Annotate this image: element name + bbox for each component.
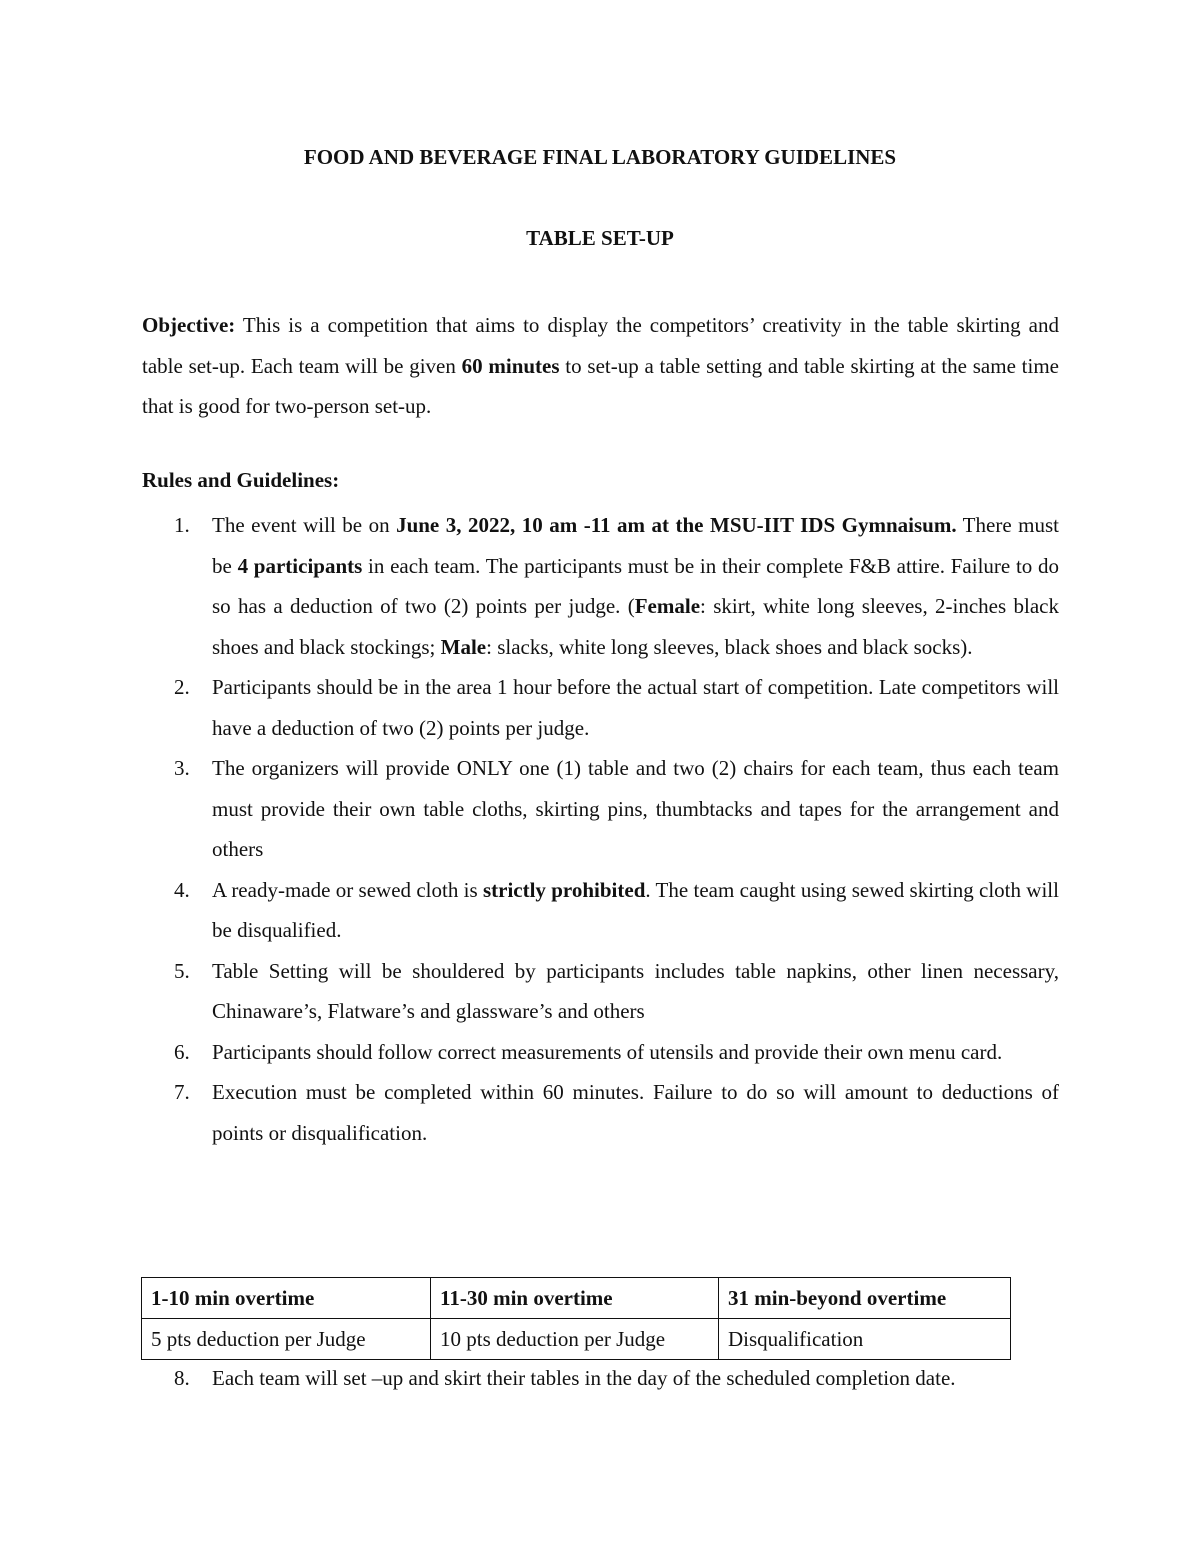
rule-item-1 <box>142 505 1059 667</box>
participant-count: 4 participants <box>237 553 363 578</box>
table-cell: 10 pts deduction per Judge <box>431 1319 719 1360</box>
female-label: Female <box>634 594 701 618</box>
male-label: Male <box>440 634 487 659</box>
rule-text: . The team caught using sewed skirting cloth will be disqualified. <box>212 877 1059 942</box>
rule-item-5 <box>142 951 1059 1032</box>
rule-item-4 <box>142 870 1059 951</box>
rule-text: : skirt, white long sleeves, 2-inches black shoes and black stockings; <box>212 594 1059 659</box>
event-date-venue: June 3, 2022, 10 am -11 am at the MSU-IIT IDS Gymnaisum. <box>396 513 957 537</box>
rules-list <box>142 505 1059 1153</box>
rule-text: : slacks, white long sleeves, black shoes and black socks). <box>486 634 973 659</box>
rule-text: Each team will set –up and skirt their tables in the day of the scheduled completion date. <box>212 1366 956 1390</box>
objective-label: Objective: <box>142 313 236 337</box>
rule-text: Execution must be completed within 60 minutes. Failure to do so will amount to deductions of points or disqualification. <box>212 1080 1059 1145</box>
rule-text: There must be <box>212 513 1059 578</box>
overtime-deduction-table <box>141 1277 1011 1360</box>
rule-number: 5. <box>174 958 190 983</box>
rule-text: A ready-made or sewed cloth is <box>212 877 483 902</box>
prohibited-emphasis: strictly prohibited <box>482 877 646 902</box>
rule-item-2 <box>142 667 1059 748</box>
objective-duration: 60 minutes <box>461 353 560 378</box>
objective-text-2: to set-up a table setting and table skirting at the same time that is good for two-person set-up. <box>142 353 1059 418</box>
table-header-cell: 1-10 min overtime <box>142 1278 431 1319</box>
rule-number: 2. <box>174 675 190 699</box>
objective-paragraph <box>142 305 1059 427</box>
objective-text-1: This is a competition that aims to display the competitors’ creativity in the table skirting and table set-up. Each team will be given <box>142 313 1059 378</box>
rule-number: 1. <box>174 513 190 537</box>
document-title: FOOD AND BEVERAGE FINAL LABORATORY GUIDELINES <box>303 145 897 169</box>
rule-item-3 <box>142 748 1059 870</box>
rule-text: The organizers will provide ONLY one (1) table and two (2) chairs for each team, thus each team must provide their own table cloths, skirting pins, thumbtacks and tapes for the arrangement and others <box>212 756 1059 861</box>
rules-list-continued <box>142 1358 1059 1399</box>
rule-item-6 <box>142 1032 1059 1073</box>
rule-number: 6. <box>174 1039 190 1064</box>
table-cell: Disqualification <box>719 1319 1011 1360</box>
table-cell: 5 pts deduction per Judge <box>142 1319 431 1360</box>
rule-text: in each team. The participants must be in their complete F&B attire. Failure to do so has a deduction of two (2) points per judge. ( <box>212 553 1060 618</box>
document-subtitle: TABLE SET-UP <box>526 226 674 250</box>
rule-number: 7. <box>174 1080 190 1104</box>
table-header-cell: 31 min-beyond overtime <box>719 1278 1011 1319</box>
rule-text: The event will be on <box>212 513 397 537</box>
rule-text: Participants should be in the area 1 hour before the actual start of competition. Late competitors will have a deduction of two (2) points per judge. <box>212 675 1059 740</box>
rule-number: 4. <box>174 877 190 902</box>
rule-item-8 <box>142 1358 1059 1399</box>
rule-text: Table Setting will be shouldered by participants includes table napkins, other linen necessary, Chinaware’s, Flatware’s and glassware’s and others <box>212 958 1059 1023</box>
rule-text: Participants should follow correct measurements of utensils and provide their own menu card. <box>212 1039 1003 1064</box>
table-header-row <box>142 1278 1011 1319</box>
rules-heading: Rules and Guidelines: <box>142 468 340 492</box>
table-row <box>142 1319 1011 1360</box>
table-header-cell: 11-30 min overtime <box>431 1278 719 1319</box>
rule-number: 3. <box>174 756 190 780</box>
rule-number: 8. <box>174 1366 190 1390</box>
rule-item-7 <box>142 1072 1059 1153</box>
